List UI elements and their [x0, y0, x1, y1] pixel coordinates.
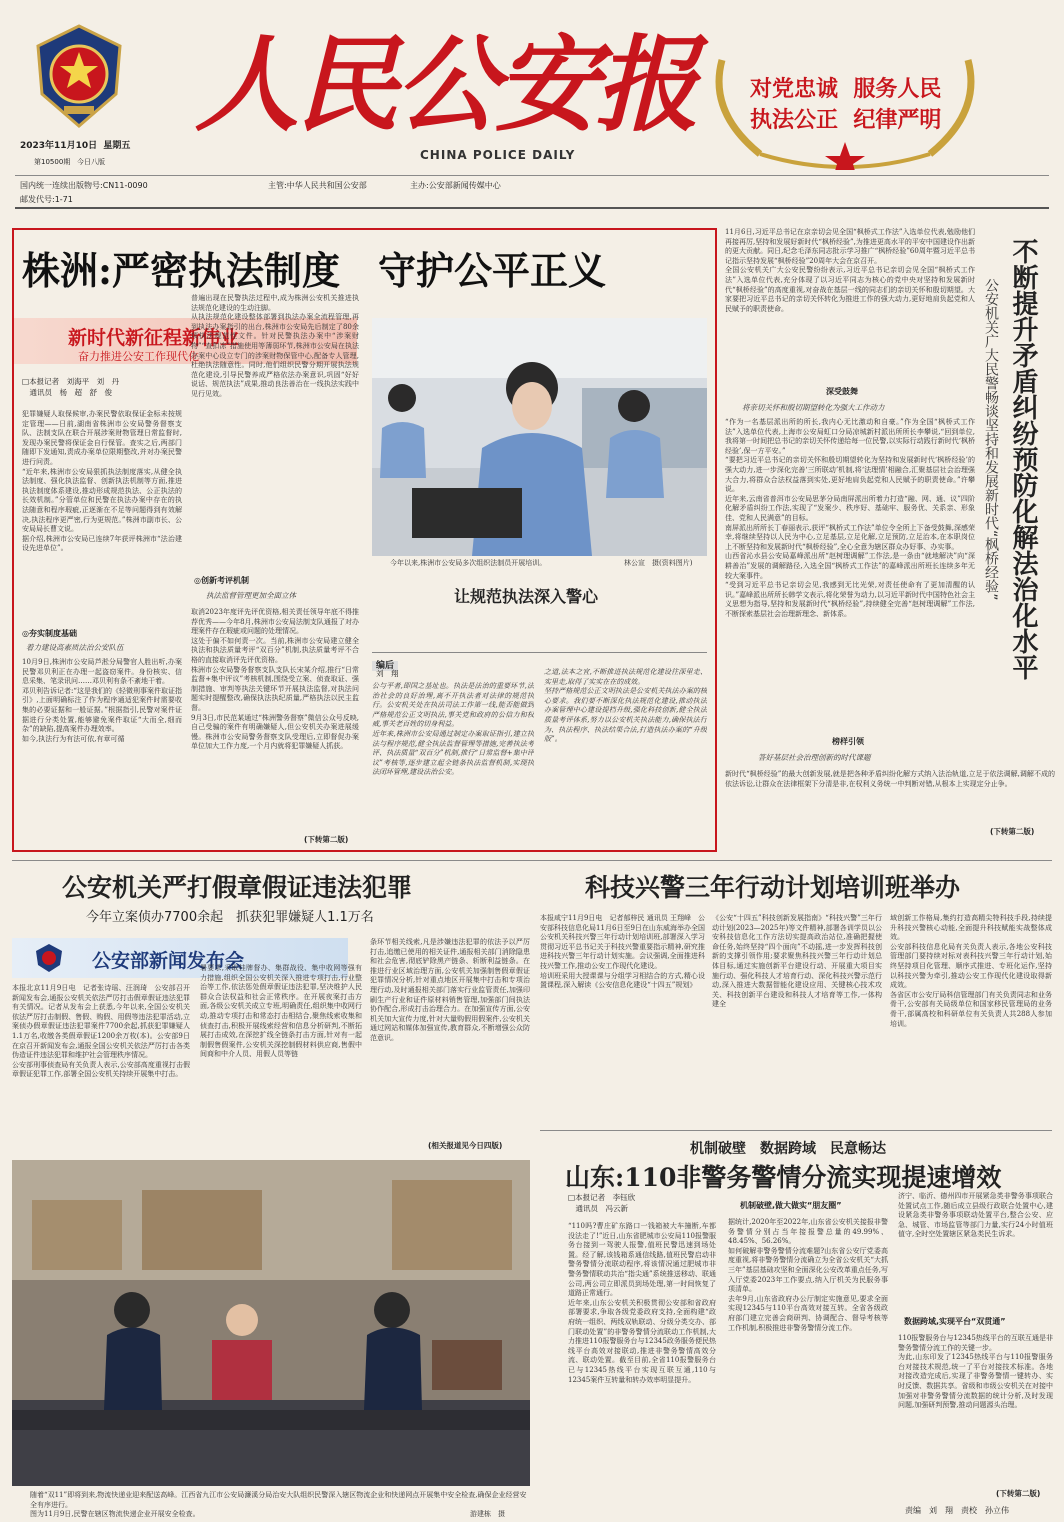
lead-story — [12, 228, 717, 852]
right-column-text-2: “作为一名基层派出所的所长,我内心无比激动和自豪。”作为全国“枫桥式工作法”入选单位代表,上海市公安局虹口分局凉城新村派出所所长李攀说,“回到单位,我将第一时间把总书记的亲切关怀传递给每一位民警,以实际行动践行新时代‘枫桥经验’,保一方平安。” “要把习近平总书记的亲切关怀和殷切期望转化为坚持和发展新时代‘枫桥经验’的强大动力,进一步深化完善‘三所联动’机制,将‘法理情’相融合,汇聚基层社会治理强大合力,将群众合法权益落到实处,更好地肩负起党和人民赋予的职责使命。”许攀说。 近年来,云南省普洱市公安局思茅分局南屏派出所着力打造“融、网、通、议”四阶化解矛盾纠纷工作法,实现了“发案少、秩序好、基础牢、服务优、关系亲、形象佳、党和人民满意”的目标。 南屏派出所所长丁春丽表示,获评“枫桥式工作法”单位令全所上下备受鼓舞,深感荣幸,将继续坚持以人民为中心,立足基层,立足化解,立足预防,立足治本,在本职岗位上不断坚持和发展新时代“枫桥经验”,全心全意为辖区群众办好事、办实事。 山西省沁水县公安局嘉峰派出所“赵树理调解”工作法,是一条由“就地解决”向“深耕善治”发展的调解路径,入选全国“枫桥式工作法”的嘉峰派出所班长连续多年无较大案事件。 “受到习近平总书记亲切会见,我感到无比光荣,对责任使命有了更加清醒的认识。”嘉峰派出所所长韩学文表示,将化荣誉为动力,以习近平新时代中国特色社会主义思想为指导,坚持和发展新时代“枫桥经验”,持续健全完善“赵树理调解”工作法,不断探索基层社会治理新理念、新体系。 — [725, 418, 975, 618]
postal-code: 邮发代号:1-71 — [20, 195, 73, 204]
page-count: 今日八版 — [76, 158, 105, 166]
organizer: 主办:公安部新闻传媒中心 — [410, 181, 501, 190]
series-banner-title: 新时代新征程新伟业 — [68, 327, 240, 349]
story4-column-3b: 110报警服务台与12345热线平台的互联互通是非警务警情分流工作的关键一步。 为此,山东印发了12345热线平台与110报警服务台对接技术规范,统一了平台对接技术标准。各地对接改造完成后,实现了非警务警情一键转办、实时反馈、数据共享。省级和市级公安机关在对接中加强对非警务警情分流数据的统计分析,及时发现问题,加强研判预警,推动问题源头治理。 — [898, 1334, 1053, 1410]
logistics-inspection-photo — [12, 1160, 530, 1486]
badge-icon — [34, 943, 64, 973]
right-subhead-2-kicker: 答好基层社会治理创新的时代课题 — [758, 753, 871, 762]
story2-headline: 公安机关严打假章假证违法犯罪 — [62, 873, 413, 902]
story2-turn: (相关报道见今日四版) — [428, 1141, 503, 1150]
story4-turn: (下转第二版) — [996, 1489, 1041, 1498]
lead-photo — [372, 318, 707, 556]
story3-column-1: 本报咸宁11月9日电 记者郁梓民 通讯员 王翔峰 公安部科技信息化局11月6日至9日在山东威海举办全国公安机关科技兴警三年行动计划培训班,部署深入学习贯彻习近平总书记关于科技兴警重要指示精神,研究推进科技兴警三年行动计划实施。会议强调,全面推进科技兴警工作,推动公安工作现代化建设。 培训班采用大授课课与分组学习相结合的方式,精心设置课程,深入解读《公安信息化建设“十四五”规划》 — [540, 914, 705, 990]
sponsor: 主管:中华人民共和国公安部 — [268, 181, 367, 190]
lead-column-2b: 取消2023年度评先评优资格,相关责任领导年底不得推荐优秀——今年8月,株洲市公安局法制支队通报了对办理案件存在瑕疵或问题的处理情况。 这处于偏不如何责一次。当前,株洲市公安局建立健全执法和执法质量考评“双百分”机制,执法质量考评不合格的直接取消评先评优资格。 株洲市公安局警务督察支队支队长宋某介绍,推行“日常监督+集中评议”考核机制,围绕受立案、侦查取证、强制措施、审判等执法关键环节开展执法监督,对执法问题实时提醒整改,确保执法执纪质量,严格执法以民主监督。 9月3日,市民范某通过“株洲警务督察”微信公众号反映,自己受骗的案件有明确嫌疑人,但公安机关办案进展缓慢。株洲市公安局警务督察支队受理后,立即督促办案单位加大工作力度,一个月内就将犯罪嫌疑人抓获。 — [191, 608, 359, 751]
editorial-author: 刘 翔 — [376, 669, 399, 678]
masthead — [0, 0, 1064, 225]
story4-column-2: 据统计,2020年至2022年,山东省公安机关接报非警务警情分别占当年接报警总量的49.99%、48.45%、56.26%。 如何破解非警务警情分流难题?山东省公安厅党委高度重视,将非警务警情分流确立为全省公安机关“大抓三年”基层基础攻坚和全面深化公安改革重点任务,写入厅党委2023年工作要点,纳入厅机关为民服务事项清单。 去年9月,山东省政府办公厅制定实施意见,要求全面实现12345与110平台高效对接互转。全省各级政府部门建立完善会商研判、协调配合、督导考核等工作机制,积极推进非警务警情分流工作。 — [728, 1218, 888, 1332]
right-vertical-headline: 不断提升矛盾纠纷预防化解法治化水平 — [1008, 238, 1038, 680]
story2-photo-caption-2: 图为11月9日,民警在辖区物流快递企业开展安全检查。 — [30, 1510, 200, 1518]
editorial-column-2: 之道,法本之宜,不断推进执法规范化建设往深里走、实里走,取得了实实在在的成效。 坚持严格规范公正文明执法是公安机关执法办案的核心要求。我们要不断深化执法规范化建设,推动执法办案管理中心建设提档升级,强化科技创新,健全执法质量考评体系,努力以公安机关执法能力,确保执法行为、执法程序、执法结果合法,打造执法办案的“升级版”。 — [544, 668, 707, 744]
lead-turn: (下转第二版) — [304, 835, 349, 844]
lead-subhead-1-kicker: 着力建设高素质法治公安队伍 — [26, 643, 124, 652]
right-vertical-subhead: 公安机关广大民警畅谈坚持和发展新时代“枫桥经验” — [983, 278, 999, 601]
page-editors: 责编 刘 翔 责校 孙立伟 — [905, 1506, 1009, 1515]
story4-subhead-1: 机制破壁,做大做实“朋友圈” — [740, 1201, 842, 1210]
lead-headline: 株洲:严密执法制度 守护公平正义 — [22, 248, 607, 293]
story2-column-2: 署要求,采取挂牌督办、集群战役、集中收网等强有力措施,组织全国公安机关深入推进专项打击,行业整治等工作,依法惩处假章假证违法犯罪,坚决维护人民群众合法权益和社会正常秩序。在开展夜案打击方面,各级公安机关成立专班,明确责任,组织集中收网行动,推动专项打击和常态打击相结合,聚焦线索收集和侦查打击,积极开展线索经营和信息分析研判,不断拓展打击成效,在深挖扩线全链条打击方面,针对有一起制假售假案件,公安机关深挖制假材料供应商,售假中间商和中介人员、用假人员等链 — [200, 964, 362, 1059]
lead-column-2: 普遍出现在民警执法过程中,成为株洲公安机关推进执法规范化建设的生动注脚。 从执法规范化建设整体部署到执法办案全流程管理,再到执法办案指引的出台,株洲市公安局先后制定了80余项执法规范性文件。针对民警执法办案中“涉案财物”“查扣冻”措施使用等薄弱环节,株洲市公安局在执法办案中心设立专门的涉案财物保管中心,配备专人管理,杜绝执法随意性。同时,他们组织民警分期开展执法规范化建设,引导民警养成严格依法办案意识,巩固“好好说话、规范执法”成果,推动良法善治在一线执法实践中见行见效。 — [191, 294, 359, 398]
story2-column-1: 本报北京11月9日电 记者张诗瑶、汪润琦 公安部召开新闻发布会,通报公安机关依法严厉打击假章假证违法犯罪有关情况。记者从发布会上获悉,今年以来,全国公安机关依法严厉打击制假、售假、购假、用假等违法犯罪活动,立案侦办假章假证违法犯罪案件7700余起,抓获犯罪嫌疑人1.1万名,收缴各类假章假证1200余万枚(本)。公安部9日在京召开新闻发布会,通报全国公安机关依法严厉打击各类伪造证件违法犯罪和维护社会管理秩序情况。 公安部刑事侦查局有关负责人表示,公安部高度重视打击假章假证犯罪工作,部署全国公安机关持续开展集中打击。 — [12, 984, 190, 1079]
lead-subhead-2: ◎创新考评机制 — [194, 576, 249, 585]
lead-photo-caption: 今年以来,株洲市公安局多次组织法制员开展培训。 — [390, 559, 547, 567]
story2-photo-caption: 随着“双11”即将到来,物流快递业迎来配送高峰。江西省九江市公安局濂溪分局治安大队组织民警深入辖区物流企业和快递网点开展集中安全检查,确保企业经营安全有序进行。 — [30, 1491, 527, 1509]
story4-byline-reporter: □本报记者 李钰欣 — [568, 1193, 636, 1202]
editorial-tag — [372, 652, 707, 671]
story4-column-1: “110吗?曹庄矿东路口一钱箱被大车撞断,车都没法走了!”近日,山东省肥城市公安局110报警服务台接到一驾驶人报警,值班民警迅速到场处置。经了解,该钱箱系通信线路,值班民警启动非警务警情分流联动程序,将该情况通过肥城市非警务警情联动共治“指尖通”系统推送移动、联通公司,两公司立即派员到场处理,第一时间恢复了道路正常通行。 近年来,山东公安机关积极贯彻公安部和省政府部署要求,争取各级党委政府支持,全面构建“政府统一组织、两线双轨联动、分级分类交办、部门联动处置”的非警务警情分流联动工作机制,大力推进110报警服务台与12345政务服务便民热线平台高效对接联动,推进非警务警情高效分流、联动处置。截至目前,全省110报警服务台已与12345热线平台实现互联互通,110与12345案件互转量和转办效率明显提升。 — [568, 1222, 716, 1384]
story2-photo — [12, 1160, 530, 1486]
paper-title: 人民公安报 — [195, 23, 696, 146]
right-column-text-3: 新时代“枫桥经验”的最大创新发展,就是把各种矛盾纠纷化解方式纳入法治轨道,立足于依法调解,调解不成的依法诉讼,让群众在法律框架下分清是非,在权利义务统一中判断对错,从根本上实现定分止争。 — [725, 770, 1055, 788]
story2-photo-credit: 游建栋 摄 — [470, 1510, 505, 1518]
story4-byline — [568, 1192, 635, 1214]
lead-subhead-1: ◎夯实制度基础 — [22, 629, 77, 638]
story3-headline: 科技兴警三年行动计划培训班举办 — [585, 873, 961, 902]
right-subhead-1: 深受鼓舞 — [826, 387, 858, 396]
paper-english-title: CHINA POLICE DAILY — [420, 148, 576, 162]
story3-column-3: 域创新工作格局,集约打造高精尖特科技手段,持续提升科技兴警核心动能,全面提升科技赋能实战整体成效。 公安部科技信息化局有关负责人表示,各地公安科技管理部门要持续对标对表科技兴警三年行动计划,始终坚持项目化管理、顺序式推进、专班化运作,坚持以科技兴警为牵引,推动公安工作现代化建设取得新成效。 各省区市公安厅局科信管理部门有关负责同志和业务骨干,公安部有关局级单位和国家移民管理局的业务骨干,部属高校和科研单位有关负责人共288人参加培训。 — [890, 914, 1052, 1028]
editorial-title: 让规范执法深入警心 — [454, 587, 599, 606]
byline-reporters: □本报记者 刘海平 刘 丹 — [22, 377, 120, 386]
story4-column-3: 济宁、临沂、德州四市开展紧急类非警务事项联合处置试点工作,随后成立县级行政联合处置中心,建设紧急类非警务事项联动处置平台,整合公安、应急、城管、市场监管等部门力量,实行24小时值班值守,全时空处置辖区紧急类民生诉求。 — [898, 1192, 1053, 1239]
publish-date — [20, 138, 130, 151]
right-column-text-1: 11月6日,习近平总书记在京亲切会见全国“枫桥式工作法”入选单位代表,勉励他们再接再厉,坚持和发展好新时代“枫桥经验”,为推进更高水平的平安中国建设作出新的更大贡献。同日,纪念毛泽东同志批示学习推广“枫桥经验”60周年暨习近平总书记指示坚持发展“枫桥经验”20周年大会在京召开。 全国公安机关广大公安民警纷纷表示,习近平总书记亲切会见全国“枫桥式工作法”入选单位代表,充分体现了以习近平同志为核心的党中央对坚持和发展新时代“枫桥经验”的高度重视,对奋战在基层一线的同志们的亲切关怀和殷切期望。大家要把习近平总书记的亲切关怀转化为推进工作的强大动力,更好地肩负起党和人民赋予的职责使命。 — [725, 228, 975, 313]
date: 2023年11月10日 — [20, 141, 98, 151]
editorial-column-1: 公与平者,即国之基址也。执法是法治的重要环节,法治社会的良好治理,离不开执法者对法律的规范执行。公安机关处在执法司法工作第一线,能否能做到严格规范公正文明执法,事关党和政府的公信力和权威,事关老百姓的切身利益。 近年来,株洲市公安局通过制定办案取证指引,建立执法与程序规范,健全执法监督管理等措施,完善执法考评、执法质量“双百分”机制,推行“日常监督+集中评议”考核等,逐步建立起全链条执法监督机制,实现执法闭环管理,建设法治公安。 — [372, 682, 534, 777]
issue-number: 第10500期 — [34, 158, 71, 166]
lead-column-1: 犯罪嫌疑人取保候审,办案民警依取保证金标未按规定管理——日前,湖南省株洲市公安局警务督察支队、法制支队在联合开展涉案财物管理日常监督时,发现办案民警将保证金自行保管。查实之后,两部门随即下发通知,责成办案单位限期整改,并对办案民警进行问责。 “近年来,株洲市公安局狠抓执法制度落实,从健全执法制度、强化执法监督、创新执法机制等方面,推进执法制度体系建设,推动形成规范执法、公正执法的长效机制。”分管单位和民警在执法办案中存在的执法随意和程序瑕疵,正逐渐在不足等问题得到有效解决,执法程序更严密,行为更规范。”株洲市副市长、公安局局长曹文说。 据介绍,株洲市公安局已连续7年获评株洲市“法治建设先进单位”。 — [22, 410, 182, 553]
lead-subhead-2-kicker: 执法监督管理更加全面立体 — [206, 591, 296, 600]
series-banner-subtitle: 奋力推进公安工作现代化 — [78, 350, 199, 363]
lead-photo-credit: 林公宣 摄(资料图片) — [624, 559, 693, 567]
lead-byline — [22, 376, 119, 398]
motto-line-2: 执法公正 纪律严明 — [750, 108, 942, 133]
byline-correspondents: 通讯员 杨 超 舒 俊 — [22, 388, 112, 397]
press-conference-banner-text: 公安部新闻发布会 — [92, 950, 245, 972]
training-room-photo — [372, 318, 707, 556]
story3-column-2: 《公安“十四五”科技创新发展指南》“科技兴警”三年行动计划(2023—2025年)等文件精神,部署各训学员以公安科技信息化工作方法切实提高政治站位,准确把握使命任务,始终坚持“四个面向”不动摇,进一步发挥科技创新的支撑引领作用;要求聚焦科技兴警三年行动计划总体目标,通过实施创新平台建设行动、开展重大项目实施行动、强化科技人才培育行动、深化科技兴警示范行动,深入推进大数据智能化建设应用、关键核心技术攻关、科技创新平台建设和科技人才培育等工作,一体构建全 — [712, 914, 882, 1009]
story4-headline: 山东:110非警务警情分流实现提速增效 — [565, 1163, 1002, 1192]
weekday: 星期五 — [103, 141, 131, 151]
right-subhead-2: 榜样引领 — [832, 737, 864, 746]
motto-line-1: 对党忠诚 服务人民 — [750, 77, 942, 102]
story4-byline-correspondent: 通讯员 冯云新 — [568, 1204, 628, 1213]
story4-kicker: 机制破壁 数据跨域 民意畅达 — [690, 1141, 886, 1157]
cn-number: 国内统一连续出版物号:CN11-0090 — [20, 181, 148, 190]
police-emblem-icon — [30, 22, 128, 132]
issue-info — [34, 157, 105, 167]
right-turn: (下转第二版) — [990, 827, 1035, 836]
story2-column-3: 条环节相关线索,凡是涉嫌违法犯罪的依法予以严厉打击,追缴已使用的相关证件,通报相关部门消除隐患和社会危害,彻底铲除黑产链条、斩断利益链条。在推进行业区域治理方面,公安机关加强制售假章假证犯罪情况分析,针对重点地区开展集中打击和专项治理行动,及时通报相关部门落实行业监管责任,加强印刷生产行业和证件原材料销售管理,加强部门间执法协作配合,形成打击治理合力。在加强宣传方面,公安机关加大宣传力度,针对大量购假用假案件,公安机关通过网站和媒体加强宣传,教育群众,不断增强公众防范意识。 — [370, 938, 530, 1042]
story2-subhead: 今年立案侦办7700余起 抓获犯罪嫌疑人1.1万名 — [86, 910, 374, 925]
right-subhead-1-kicker: 将亲切关怀和殷切期望转化为强大工作动力 — [742, 403, 885, 412]
lead-column-1b: 10月9日,株洲市公安局芦淞分局警官人胜出听,办案民警邓贝利正在办理一起盗窃案件。身份核实、信息采集、笔录讯问……邓贝利有条不紊地干着。 邓贝利告诉记者:“这是我们的《轻微刑事案件取证指引》,上面明确标注了作为程序通适犯案件时需要收集的必要证据和一般证据。”根据指引,民警对案件证据进行分类处置,能够避免案件取证“大而全,细而杂”的缺陷,提高案件办理效率。 如今,执法行为有法可依,有章可循 — [22, 658, 182, 743]
editorial-tag-label: 编后 — [372, 661, 398, 671]
story4-subhead-2: 数据跨域,实现平台“双贯通” — [904, 1317, 1006, 1326]
